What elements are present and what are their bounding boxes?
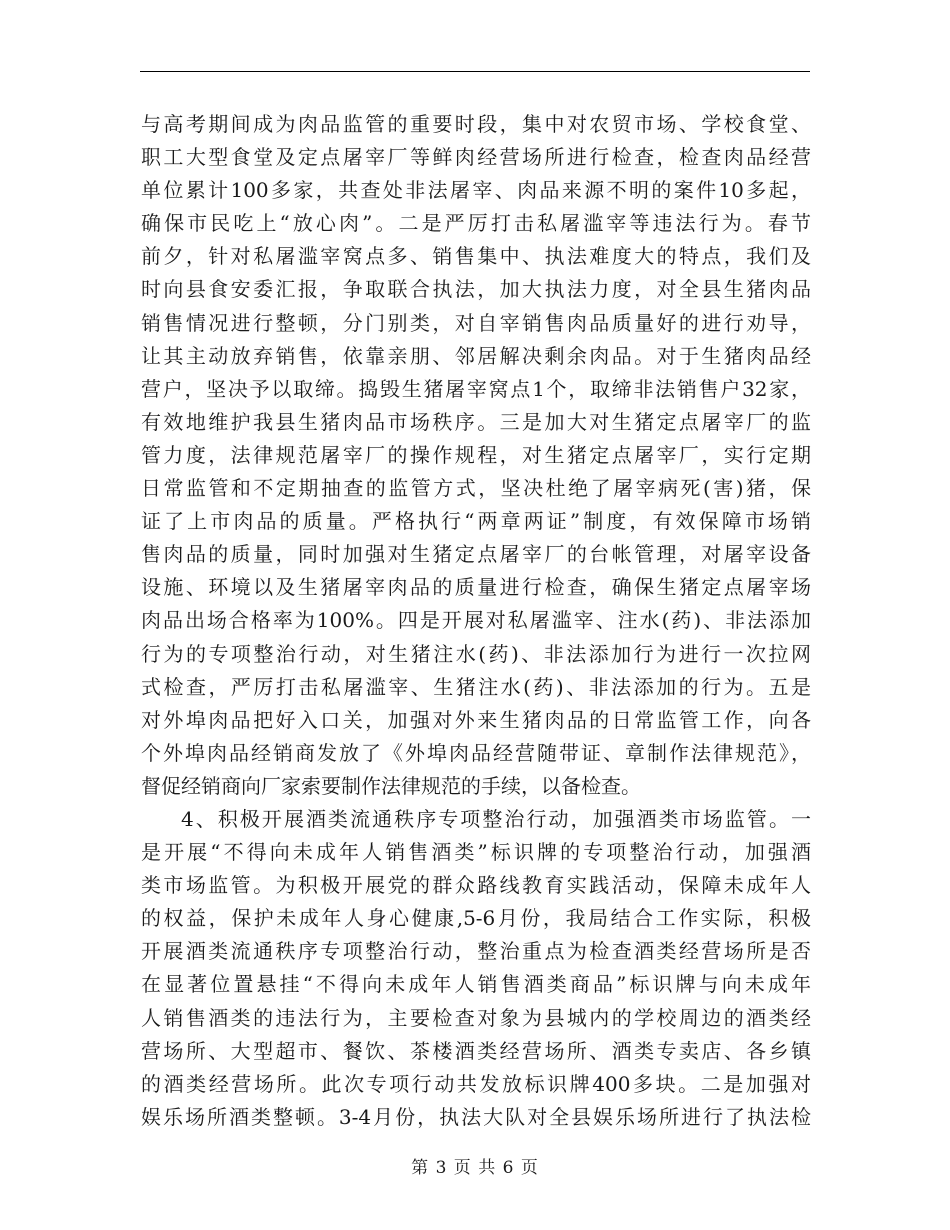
text-line: 人销售酒类的违法行为，主要检查对象为县城内的学校周边的酒类经 [141, 1005, 811, 1030]
text-line: 娱乐场所酒类整顿。3-4月份，执法大队对全县娱乐场所进行了执法检 [141, 1104, 811, 1129]
text-line: 类市场监管。为积极开展党的群众路线教育实践活动，保障未成年人 [141, 873, 811, 898]
text-line: 的权益，保护未成年人身心健康,5-6月份，我局结合工作实际，积极 [141, 906, 811, 931]
text-line: 销售情况进行整顿，分门别类，对自宰销售肉品质量好的进行劝导， [141, 310, 811, 335]
text-line: 让其主动放弃销售，依靠亲朋、邻居解决剩余肉品。对于生猪肉品经 [141, 343, 811, 368]
text-line: 与高考期间成为肉品监管的重要时段，集中对农贸市场、学校食堂、 [141, 112, 811, 136]
text-line: 4、积极开展酒类流通秩序专项整治行动，加强酒类市场监管。一 [181, 806, 811, 831]
text-line: 前夕，针对私屠滥宰窝点多、销售集中、执法难度大的特点，我们及 [141, 244, 811, 269]
text-line: 开展酒类流通秩序专项整治行动，整治重点为检查酒类经营场所是否 [141, 939, 811, 964]
text-line: 对外埠肉品把好入口关，加强对外来生猪肉品的日常监管工作，向各 [141, 707, 811, 732]
document-body [141, 108, 811, 1134]
text-line: 证了上市肉品的质量。严格执行“两章两证”制度，有效保障市场销 [141, 509, 811, 534]
text-line: 确保市民吃上“放心肉”。二是严厉打击私屠滥宰等违法行为。春节 [141, 211, 811, 236]
text-line: 有效地维护我县生猪肉品市场秩序。三是加大对生猪定点屠宰厂的监 [141, 409, 811, 434]
text-line: 在显著位置悬挂“不得向未成年人销售酒类商品”标识牌与向未成年 [141, 972, 811, 997]
text-line: 是开展“不得向未成年人销售酒类”标识牌的专项整治行动，加强酒 [141, 840, 811, 865]
text-line: 肉品出场合格率为100%。四是开展对私屠滥宰、注水(药)、非法添加 [141, 608, 811, 633]
text-line: 营户，坚决予以取缔。捣毁生猪屠宰窝点1个，取缔非法销售户32家， [141, 376, 811, 401]
text-line: 营场所、大型超市、餐饮、茶楼酒类经营场所、酒类专卖店、各乡镇 [141, 1038, 811, 1063]
page-footer: 第 3 页 共 6 页 [411, 1158, 539, 1178]
text-line: 单位累计100多家，共查处非法屠宰、肉品来源不明的案件10多起， [141, 178, 811, 203]
text-line: 管力度，法律规范屠宰厂的操作规程，对生猪定点屠宰厂，实行定期 [141, 442, 811, 467]
text-line: 的酒类经营场所。此次专项行动共发放标识牌400多块。二是加强对 [141, 1071, 811, 1096]
text-line: 售肉品的质量，同时加强对生猪定点屠宰厂的台帐管理，对屠宰设备 [141, 542, 811, 567]
text-line: 设施、环境以及生猪屠宰肉品的质量进行检查，确保生猪定点屠宰场 [141, 575, 811, 600]
text-line: 行为的专项整治行动，对生猪注水(药)、非法添加行为进行一次拉网 [141, 641, 811, 666]
text-line: 职工大型食堂及定点屠宰厂等鲜肉经营场所进行检查，检查肉品经营 [141, 145, 811, 170]
text-line: 时向县食安委汇报，争取联合执法，加大执法力度，对全县生猪肉品 [141, 277, 811, 302]
text-line: 督促经销商向厂家索要制作法律规范的手续，以备检查。 [141, 773, 641, 798]
text-line: 式检查，严厉打击私屠滥宰、生猪注水(药)、非法添加的行为。五是 [141, 674, 811, 699]
text-line: 个外埠肉品经销商发放了《外埠肉品经营随带证、章制作法律规范》， [141, 740, 811, 765]
text-line: 日常监管和不定期抽查的监管方式，坚决杜绝了屠宰病死(害)猪，保 [141, 476, 811, 501]
header-rule [140, 71, 810, 72]
